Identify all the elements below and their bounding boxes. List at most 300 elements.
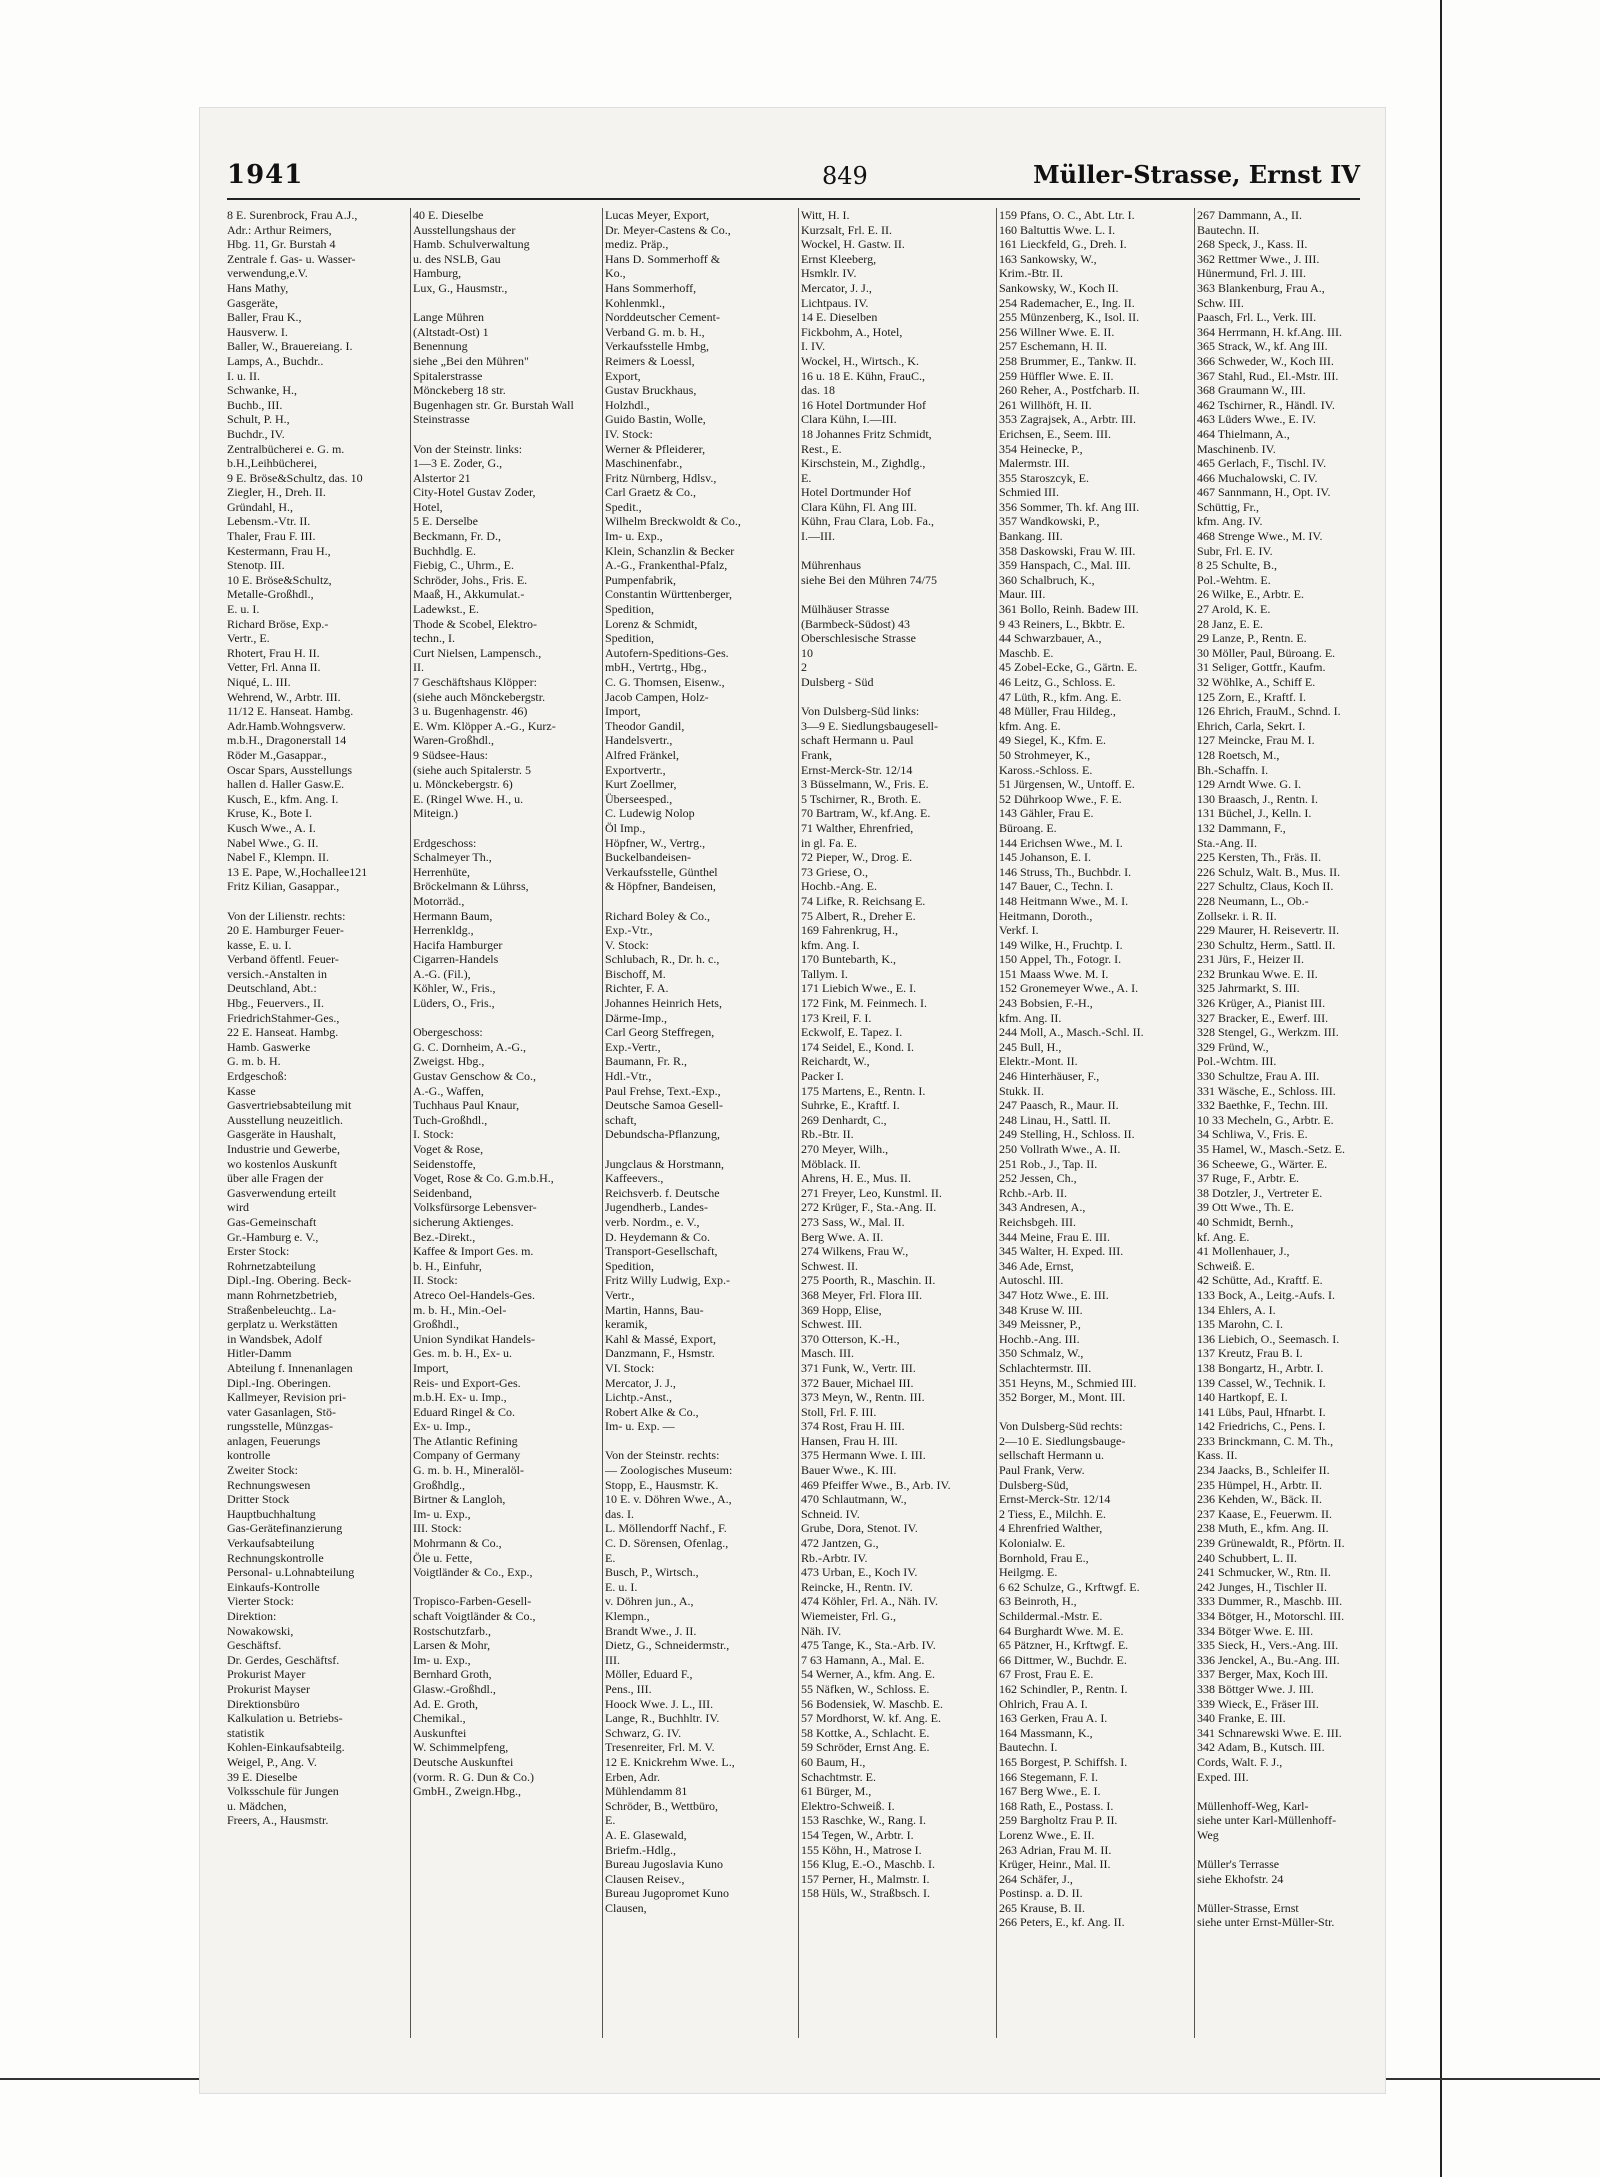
directory-line bbox=[413, 296, 599, 311]
directory-line: Schlubach, R., Dr. h. c., bbox=[605, 952, 720, 967]
directory-line: Schwarz, G. IV. bbox=[605, 1725, 682, 1740]
directory-line: Rhotert, Frau H. II. bbox=[227, 645, 320, 660]
directory-line: Lüders, O., Fris., bbox=[413, 996, 495, 1011]
directory-line: Rchb.-Arb. II. bbox=[999, 1185, 1067, 1200]
directory-line: Reis- und Export-Ges. bbox=[413, 1375, 521, 1390]
directory-line: A.-G., Frankenthal-Pfalz, bbox=[605, 558, 728, 573]
directory-line: gerplatz u. Werkstätten bbox=[227, 1317, 338, 1332]
directory-line: 247 Paasch, R., Maur. II. bbox=[999, 1098, 1119, 1113]
directory-line: 469 Pfeiffer Wwe., B., Arb. IV. bbox=[801, 1477, 951, 1492]
directory-line: Wiemeister, Frl. G., bbox=[801, 1609, 897, 1623]
directory-line: Hans D. Sommerhoff & bbox=[605, 251, 721, 266]
directory-line: Buchb., III. bbox=[227, 397, 283, 412]
directory-line: mann Rohrnetzbetrieb, bbox=[227, 1287, 337, 1302]
directory-line: Von Dulsberg-Süd rechts: bbox=[999, 1419, 1123, 1434]
directory-line: Eduard Ringel & Co. bbox=[413, 1404, 515, 1419]
directory-line: Dulsberg - Süd bbox=[801, 675, 874, 689]
directory-line: siehe Ekhofstr. 24 bbox=[1197, 1871, 1284, 1886]
directory-line: Richter, F. A. bbox=[605, 981, 669, 996]
directory-line: Grube, Dora, Stenot. IV. bbox=[801, 1521, 918, 1536]
directory-line: C. Ludewig Nolop bbox=[605, 806, 695, 821]
directory-line: 261 Willhöft, H. II. bbox=[999, 397, 1092, 412]
directory-line: E. u. I. bbox=[605, 1579, 638, 1594]
directory-line: Ex- u. Imp., bbox=[413, 1419, 471, 1434]
directory-line: 125 Zorn, E., Kraftf. I. bbox=[1197, 689, 1306, 704]
directory-line: 273 Sass, W., Mal. II. bbox=[801, 1214, 905, 1229]
directory-line: Seidenstoffe, bbox=[413, 1156, 476, 1171]
directory-line: 468 Strenge Wwe., M. IV. bbox=[1197, 529, 1323, 544]
directory-line: 364 Herrmann, H. kf.Ang. III. bbox=[1197, 324, 1342, 339]
directory-line: Klempn., bbox=[605, 1609, 650, 1623]
directory-line: Exp.-Vertr., bbox=[605, 1039, 661, 1054]
directory-line: 348 Kruse W. III. bbox=[999, 1302, 1083, 1317]
directory-line: Wockel, H., Wirtsch., K. bbox=[801, 353, 919, 368]
directory-line: 275 Poorth, R., Maschin. II. bbox=[801, 1273, 936, 1288]
directory-line: Mercator, J. J., bbox=[801, 280, 872, 295]
directory-line: 163 Sankowsky, W., bbox=[999, 251, 1097, 266]
directory-line bbox=[605, 894, 795, 909]
directory-line: statistik bbox=[227, 1725, 265, 1740]
directory-line: II. bbox=[413, 660, 424, 675]
directory-line: versich.-Anstalten in bbox=[227, 966, 327, 981]
directory-line: Thode & Scobel, Elektro- bbox=[413, 616, 537, 631]
directory-line: 235 Hümpel, H., Arbtr. II. bbox=[1197, 1477, 1322, 1492]
directory-line: Pol.-Wehtm. E. bbox=[1197, 572, 1271, 587]
directory-line: Ernst-Merck-Str. 12/14 bbox=[801, 762, 913, 777]
directory-line: Lebensm.-Vtr. II. bbox=[227, 514, 311, 529]
directory-line: 163 Gerken, Frau A. I. bbox=[999, 1711, 1108, 1726]
directory-line: 66 Dittmer, W., Buchdr. E. bbox=[999, 1652, 1127, 1667]
directory-line: W. Schimmelpfeng, bbox=[413, 1740, 509, 1755]
directory-line: 135 Marohn, C. I. bbox=[1197, 1317, 1283, 1332]
directory-line: 155 Köhn, H., Matrose I. bbox=[801, 1842, 922, 1857]
directory-line: Herrenhüte, bbox=[413, 864, 470, 879]
directory-line: Miteign.) bbox=[413, 806, 458, 821]
directory-line: kfm. Ang. E. bbox=[999, 718, 1061, 733]
directory-line: 228 Neumann, L., Ob.- bbox=[1197, 893, 1309, 908]
directory-line: Verkaufsstelle Hmbg, bbox=[605, 339, 709, 354]
directory-line: Rb.-Btr. II. bbox=[801, 1127, 854, 1142]
directory-line: 58 Kottke, A., Schlacht. E. bbox=[801, 1725, 930, 1740]
directory-line: 356 Sommer, Th. kf. Ang III. bbox=[999, 499, 1140, 514]
directory-line: Krim.-Btr. II. bbox=[999, 266, 1063, 281]
directory-line: Lux, G., Hausmstr., bbox=[413, 280, 508, 295]
directory-line: Hitler-Damm bbox=[227, 1346, 292, 1361]
directory-line: (vorm. R. G. Dun & Co.) bbox=[413, 1769, 534, 1784]
directory-line: Import, bbox=[605, 704, 641, 719]
directory-line: 268 Speck, J., Kass. II. bbox=[1197, 237, 1308, 252]
directory-line: E. bbox=[605, 1550, 616, 1565]
directory-line: Maur. III. bbox=[999, 587, 1046, 602]
directory-line: Maaß, H., Akkumulat.- bbox=[413, 587, 525, 602]
directory-line: E. bbox=[605, 1813, 616, 1828]
directory-line: 3—9 E. Siedlungsbaugesell- bbox=[801, 718, 938, 733]
directory-line: Erster Stock: bbox=[227, 1244, 290, 1259]
directory-line: & Höpfner, Bandeisen, bbox=[605, 879, 716, 894]
directory-line: Werner & Pfleiderer, bbox=[605, 441, 706, 456]
directory-line: Gustav Genschow & Co., bbox=[413, 1069, 536, 1084]
directory-line: Stukk. II. bbox=[999, 1083, 1044, 1098]
directory-line: Spedition, bbox=[605, 631, 655, 646]
directory-line: Direktion: bbox=[227, 1609, 277, 1623]
directory-line: Postinsp. a. D. II. bbox=[999, 1886, 1083, 1901]
directory-line: Lorenz & Schmidt, bbox=[605, 616, 698, 631]
directory-line: VI. Stock: bbox=[605, 1360, 655, 1375]
directory-line: G. C. Dornheim, A.-G., bbox=[413, 1039, 526, 1054]
directory-line: 57 Mordhorst, W. kf. Ang. E. bbox=[801, 1711, 942, 1726]
directory-line: Fickbohm, A., Hotel, bbox=[801, 324, 903, 339]
directory-line bbox=[1197, 1843, 1360, 1858]
directory-line: 126 Ehrich, FrauM., Schnd. I. bbox=[1197, 704, 1341, 719]
directory-line: 26 Wilke, E., Arbtr. E. bbox=[1197, 587, 1304, 602]
directory-line: Paul Frank, Verw. bbox=[999, 1463, 1085, 1478]
directory-line: 466 Muchalowski, C. IV. bbox=[1197, 470, 1318, 485]
directory-line: Zentralbücherei e. G. m. bbox=[227, 441, 345, 456]
directory-line: 134 Ehlers, A. I. bbox=[1197, 1302, 1276, 1317]
directory-line: 138 Bongartz, H., Arbtr. I. bbox=[1197, 1360, 1324, 1375]
directory-line: Weg bbox=[1197, 1827, 1219, 1842]
directory-line: 127 Meincke, Frau M. I. bbox=[1197, 733, 1315, 748]
directory-line: 34 Schliwa, V., Fris. E. bbox=[1197, 1127, 1308, 1142]
directory-line: Tropisco-Farben-Gesell- bbox=[413, 1594, 532, 1609]
directory-line: Reincke, H., Rentn. IV. bbox=[801, 1579, 913, 1594]
directory-line: Norddeutscher Cement- bbox=[605, 310, 720, 325]
directory-line: Hans Sommerhoff, bbox=[605, 280, 697, 295]
directory-line: 39 E. Dieselbe bbox=[227, 1769, 298, 1784]
directory-line: Dr. Gerdes, Geschäftsf. bbox=[227, 1652, 340, 1667]
directory-line: 166 Stegemann, F. I. bbox=[999, 1769, 1099, 1784]
directory-line: Hamb. Schulverwaltung bbox=[413, 237, 530, 252]
directory-line: Voget & Rose, bbox=[413, 1142, 484, 1156]
directory-line: sicherung Aktienges. bbox=[413, 1214, 514, 1229]
directory-line: 28 Janz, E. E. bbox=[1197, 616, 1263, 631]
directory-line: 339 Wieck, E., Fräser III. bbox=[1197, 1696, 1319, 1711]
directory-line: 54 Werner, A., kfm. Ang. E. bbox=[801, 1667, 935, 1682]
directory-line: Kasse bbox=[227, 1083, 256, 1098]
directory-line: Gasgeräte in Haushalt, bbox=[227, 1127, 336, 1142]
directory-line: Clausen Reisev., bbox=[605, 1871, 685, 1886]
directory-line: Clausen, bbox=[605, 1900, 647, 1915]
directory-line: Im- u. Exp., bbox=[413, 1506, 471, 1521]
directory-line: L. Möllendorff Nachf., F. bbox=[605, 1521, 727, 1536]
directory-line: 160 Baltuttis Wwe. L. I. bbox=[999, 222, 1116, 237]
directory-line: Company of Germany bbox=[413, 1448, 521, 1463]
directory-line: 10 E. v. Döhren Wwe., A., bbox=[605, 1492, 732, 1507]
directory-line: siehe unter Ernst-Müller-Str. bbox=[1197, 1915, 1335, 1930]
directory-line: 362 Rettmer Wwe., J. III. bbox=[1197, 251, 1320, 266]
directory-line: verb. Nordm., e. V., bbox=[605, 1214, 700, 1229]
directory-line: b. H., Einfuhr, bbox=[413, 1258, 482, 1273]
directory-line: Spedition, bbox=[605, 602, 655, 617]
directory-line: 171 Liebich Wwe., E. I. bbox=[801, 981, 917, 996]
directory-line: 332 Baethke, F., Techn. III. bbox=[1197, 1098, 1328, 1113]
column-divider bbox=[798, 208, 799, 2038]
directory-line: Ernst-Merck-Str. 12/14 bbox=[999, 1492, 1111, 1507]
directory-line: Rostschutzfarb., bbox=[413, 1623, 491, 1638]
directory-line: 11/12 E. Hanseat. Hambg. bbox=[227, 704, 354, 719]
directory-line: 130 Braasch, J., Rentn. I. bbox=[1197, 791, 1318, 806]
directory-line: (Altstadt-Ost) 1 bbox=[413, 324, 489, 339]
directory-line: 60 Baum, H., bbox=[801, 1754, 866, 1769]
directory-line: 343 Andresen, A., bbox=[999, 1200, 1086, 1215]
directory-line: Schweiß. E. bbox=[1197, 1258, 1255, 1273]
directory-line: 13 E. Pape, W.,Hochallee121 bbox=[227, 864, 368, 879]
directory-line: Maschb. E. bbox=[999, 645, 1054, 660]
directory-line: Hbg. 11, Gr. Burstah 4 bbox=[227, 237, 336, 252]
directory-line: E. (Ringel Wwe. H., u. bbox=[413, 791, 524, 806]
directory-line: 340 Franke, E. III. bbox=[1197, 1711, 1286, 1726]
directory-line: Kolonialw. E. bbox=[999, 1536, 1066, 1551]
directory-line: 161 Lieckfeld, G., Dreh. I. bbox=[999, 237, 1127, 252]
directory-line bbox=[801, 587, 993, 602]
directory-line: 371 Funk, W., Vertr. III. bbox=[801, 1360, 916, 1375]
directory-line: Bureau Jugoslavia Kuno bbox=[605, 1857, 723, 1872]
directory-line: Reichsverb. f. Deutsche bbox=[605, 1185, 720, 1200]
directory-line: G. m. b. H., Mineralöl- bbox=[413, 1463, 524, 1478]
directory-line: Kalkulation u. Betriebs- bbox=[227, 1711, 343, 1726]
directory-line: Gründahl, H., bbox=[227, 499, 293, 514]
directory-line: 473 Urban, E., Koch IV. bbox=[801, 1565, 918, 1580]
directory-line: wird bbox=[227, 1200, 249, 1215]
directory-line: The Atlantic Refining bbox=[413, 1433, 518, 1448]
directory-line: Dipl.-Ing. Obering. Beck- bbox=[227, 1273, 352, 1288]
directory-line: 144 Erichsen Wwe., M. I. bbox=[999, 835, 1123, 850]
directory-line: 470 Schlautmann, W., bbox=[801, 1492, 907, 1507]
directory-line: 131 Büchel, J., Kelln. I. bbox=[1197, 806, 1312, 821]
directory-line bbox=[1197, 1784, 1360, 1799]
directory-line: Motorräd., bbox=[413, 893, 465, 908]
directory-line: 6 62 Schulze, G., Krftwgf. E. bbox=[999, 1579, 1140, 1594]
directory-line: Volksschule für Jungen bbox=[227, 1784, 339, 1799]
directory-line: Hacifa Hamburger bbox=[413, 937, 503, 952]
directory-line: Müllenhoff-Weg, Karl- bbox=[1197, 1798, 1309, 1813]
directory-line: 154 Tegen, W., Arbtr. I. bbox=[801, 1827, 914, 1842]
directory-line: m. b. H., Min.-Oel- bbox=[413, 1302, 507, 1317]
directory-line: Maschinenb. IV. bbox=[1197, 441, 1276, 456]
directory-line: Dietz, G., Schneidermstr., bbox=[605, 1638, 730, 1653]
directory-line: 227 Schultz, Claus, Koch II. bbox=[1197, 879, 1334, 894]
directory-line: Ahrens, H. E., Mus. II. bbox=[801, 1171, 911, 1186]
directory-line: Möblack. II. bbox=[801, 1156, 861, 1171]
directory-column-5 bbox=[999, 208, 1191, 2038]
directory-line: rungsstelle, Münzgas- bbox=[227, 1419, 333, 1434]
directory-line: 164 Massmann, K., bbox=[999, 1725, 1093, 1740]
directory-line: 22 E. Hanseat. Hambg. bbox=[227, 1025, 339, 1040]
directory-line: Schmied III. bbox=[999, 485, 1059, 500]
directory-line: Baller, W., Brauereiang. I. bbox=[227, 339, 353, 354]
directory-line: 336 Jenckel, A., Bu.-Ang. III. bbox=[1197, 1652, 1340, 1667]
directory-line: Dulsberg-Süd, bbox=[999, 1477, 1069, 1492]
directory-line: verwendung,e.V. bbox=[227, 266, 308, 281]
directory-line: 61 Bürger, M., bbox=[801, 1784, 872, 1799]
directory-line: Büroang. E. bbox=[999, 820, 1057, 835]
directory-line: 73 Griese, O., bbox=[801, 864, 868, 879]
directory-line: 467 Sannmann, H., Opt. IV. bbox=[1197, 485, 1331, 500]
directory-line: Pol.-Wchtm. III. bbox=[1197, 1054, 1277, 1069]
directory-line: Mönckeberg 18 str. bbox=[413, 383, 506, 398]
directory-line: 258 Brummer, E., Tankw. II. bbox=[999, 353, 1137, 368]
directory-line: 74 Lifke, R. Reichsang E. bbox=[801, 893, 926, 908]
directory-line: Alfred Fränkel, bbox=[605, 747, 679, 762]
directory-line: Fritz Kilian, Gasappar., bbox=[227, 879, 340, 894]
directory-line: 2—10 E. Siedlungsbauge- bbox=[999, 1433, 1126, 1448]
directory-line: Cigarren-Handels bbox=[413, 952, 499, 967]
directory-line: 36 Scheewe, G., Wärter. E. bbox=[1197, 1156, 1328, 1171]
directory-line: Export, bbox=[605, 368, 641, 383]
directory-line: 157 Perner, H., Malmstr. I. bbox=[801, 1871, 930, 1886]
directory-line: 464 Thielmann, A., bbox=[1197, 426, 1290, 441]
directory-line bbox=[801, 544, 993, 559]
header-page-number: 849 bbox=[822, 162, 868, 190]
directory-line: Chemikal., bbox=[413, 1711, 466, 1726]
directory-line: 2 Tiess, E., Milchh. E. bbox=[999, 1506, 1107, 1521]
directory-line: 236 Kehden, W., Bäck. II. bbox=[1197, 1492, 1322, 1507]
directory-line: Gasgeräte, bbox=[227, 295, 278, 310]
directory-line: Direktionsbüro bbox=[227, 1696, 300, 1711]
directory-line: siehe unter Karl-Müllenhoff- bbox=[1197, 1813, 1337, 1828]
directory-line: Krüger, Heinr., Mal. II. bbox=[999, 1857, 1111, 1872]
directory-line: Hsmklr. IV. bbox=[801, 266, 857, 281]
directory-line: C. G. Thomsen, Eisenw., bbox=[605, 675, 725, 689]
directory-line: Schlachtermstr. III. bbox=[999, 1360, 1092, 1375]
directory-line: 242 Junges, H., Tischler II. bbox=[1197, 1579, 1328, 1594]
directory-line: Verkaufsabteilung bbox=[227, 1536, 315, 1551]
directory-line: Nabel F., Klempn. II. bbox=[227, 850, 330, 865]
directory-line: 266 Peters, E., kf. Ang. II. bbox=[999, 1915, 1125, 1930]
directory-line: 368 Meyer, Frl. Flora III. bbox=[801, 1287, 923, 1302]
directory-line: 162 Schindler, P., Rentn. I. bbox=[999, 1681, 1128, 1696]
directory-line: 265 Krause, B. II. bbox=[999, 1900, 1085, 1915]
directory-line: 167 Berg Wwe., E. I. bbox=[999, 1784, 1101, 1799]
header-rule bbox=[227, 198, 1360, 200]
directory-line: Stenotp. III. bbox=[227, 558, 285, 573]
directory-line: 148 Heitmann Wwe., M. I. bbox=[999, 893, 1129, 908]
directory-line: Sankowsky, W., Koch II. bbox=[999, 280, 1119, 295]
directory-line: Kirschstein, M., Zighdlg., bbox=[801, 456, 926, 471]
directory-line bbox=[413, 427, 599, 442]
directory-line: das. 18 bbox=[801, 383, 835, 398]
directory-line: 249 Stelling, H., Schloss. II. bbox=[999, 1127, 1135, 1142]
directory-line: Jugendherb., Landes- bbox=[605, 1200, 708, 1215]
directory-line: 140 Hartkopf, E. I. bbox=[1197, 1390, 1288, 1405]
directory-line: Schalmeyer Th., bbox=[413, 850, 492, 865]
directory-line: Frank, bbox=[801, 747, 832, 762]
directory-line: 31 Seliger, Gottfr., Kaufm. bbox=[1197, 660, 1326, 675]
directory-line: Röder M.,Gasappar., bbox=[227, 747, 327, 762]
directory-line: 42 Schütte, Ad., Kraftf. E. bbox=[1197, 1273, 1323, 1288]
directory-line: A.-G., Waffen, bbox=[413, 1083, 484, 1098]
directory-line: in Wandsbek, Adolf bbox=[227, 1331, 323, 1346]
directory-line: 44 Schwarzbauer, A., bbox=[999, 631, 1102, 646]
directory-line: Erdgeschoss: bbox=[413, 835, 477, 850]
directory-line: Johannes Heinrich Hets, bbox=[605, 996, 722, 1011]
directory-line: Zentrale f. Gas- u. Wasser- bbox=[227, 251, 356, 266]
directory-line: Kusch Wwe., A. I. bbox=[227, 820, 316, 835]
directory-line: Martin, Hanns, Bau- bbox=[605, 1302, 704, 1317]
directory-line: Berg Wwe. A. II. bbox=[801, 1229, 884, 1244]
directory-line: 168 Rath, E., Postass. I. bbox=[999, 1798, 1114, 1813]
directory-line: Köhler, W., Fris., bbox=[413, 981, 496, 996]
directory-line: 146 Struss, Th., Buchbdr. I. bbox=[999, 864, 1132, 879]
directory-line: mbH., Vertrtg., Hbg., bbox=[605, 660, 707, 675]
directory-line: 51 Jürgensen, W., Untoff. E. bbox=[999, 777, 1135, 792]
directory-line: Hochb.-Ang. E. bbox=[801, 879, 877, 894]
directory-line: D. Heydemann & Co. bbox=[605, 1229, 710, 1244]
directory-line: 174 Seidel, E., Kond. I. bbox=[801, 1039, 914, 1054]
directory-line: 149 Wilke, H., Fruchtp. I. bbox=[999, 937, 1123, 952]
directory-line: Malermstr. III. bbox=[999, 456, 1070, 471]
directory-line: Packer I. bbox=[801, 1069, 844, 1084]
directory-line bbox=[1197, 1886, 1360, 1901]
directory-line bbox=[227, 894, 407, 909]
directory-line: Spedit., bbox=[605, 499, 642, 514]
directory-line: Verkaufsstelle, Günthel bbox=[605, 864, 718, 879]
directory-line: 256 Willner Wwe. E. II. bbox=[999, 324, 1115, 339]
directory-line: 259 Hüffler Wwe. E. II. bbox=[999, 368, 1114, 383]
directory-line: Clara Kühn, I.—III. bbox=[801, 412, 897, 427]
directory-line: Kestermann, Frau H., bbox=[227, 543, 331, 558]
directory-line: Auskunftei bbox=[413, 1725, 467, 1740]
directory-line: 55 Näfken, W., Schloss. E. bbox=[801, 1681, 930, 1696]
directory-line: GmbH., Zweign.Hbg., bbox=[413, 1784, 521, 1799]
directory-line: Verband öffentl. Feuer- bbox=[227, 952, 339, 967]
directory-line: III. Stock: bbox=[413, 1521, 462, 1536]
directory-line: 359 Hanspach, C., Mal. III. bbox=[999, 558, 1131, 573]
directory-line: Wehrend, W., Arbtr. III. bbox=[227, 689, 341, 704]
directory-line: kfm. Ang. II. bbox=[999, 1010, 1062, 1025]
directory-line: Kohlenmkl., bbox=[605, 295, 665, 310]
directory-line: Oberschlesische Strasse bbox=[801, 631, 916, 646]
directory-line: Waren-Großhdl., bbox=[413, 733, 495, 748]
directory-line: 239 Grünewaldt, R., Pförtn. II. bbox=[1197, 1536, 1345, 1551]
directory-line: Nabel Wwe., G. II. bbox=[227, 835, 319, 850]
directory-line: Buckelbandeisen- bbox=[605, 850, 691, 865]
directory-line: 360 Schalbruch, K., bbox=[999, 572, 1095, 587]
directory-line: 46 Leitz, G., Schloss. E. bbox=[999, 675, 1116, 689]
directory-line: 238 Muth, E., kfm. Ang. II. bbox=[1197, 1521, 1329, 1536]
directory-line: kf. Ang. E. bbox=[1197, 1229, 1250, 1244]
directory-line: Exp.-Vtr., bbox=[605, 923, 653, 938]
directory-line: 232 Brunkau Wwe. E. II. bbox=[1197, 966, 1318, 981]
directory-line: 40 E. Dieselbe bbox=[413, 208, 484, 222]
directory-line: Maschinenfabr., bbox=[605, 456, 683, 471]
directory-line: 231 Jürs, F., Heizer II. bbox=[1197, 952, 1305, 967]
directory-line: Prokurist Mayer bbox=[227, 1667, 306, 1682]
directory-line: Müller's Terrasse bbox=[1197, 1857, 1280, 1872]
directory-line: E. u. I. bbox=[227, 602, 260, 617]
directory-line: 248 Linau, H., Sattl. II. bbox=[999, 1112, 1111, 1127]
directory-line: Lichtp.-Anst., bbox=[605, 1390, 672, 1405]
directory-line: 37 Ruge, F., Arbtr. E. bbox=[1197, 1171, 1300, 1186]
directory-line: Robert Alke & Co., bbox=[605, 1404, 699, 1419]
directory-line: 259 Bargholtz Frau P. II. bbox=[999, 1813, 1118, 1828]
directory-line: Schröder, B., Wettbüro, bbox=[605, 1798, 718, 1813]
directory-line: Brandt Wwe., J. II. bbox=[605, 1623, 697, 1638]
directory-line: Kurzsalt, Frl. E. II. bbox=[801, 222, 892, 237]
directory-line: 14 E. Dieselben bbox=[801, 310, 878, 325]
directory-line: kfm. Ang. IV. bbox=[1197, 514, 1263, 529]
directory-line: 132 Dammann, F., bbox=[1197, 820, 1286, 835]
directory-line: Benennung bbox=[413, 339, 468, 354]
directory-line: Obergeschoss: bbox=[413, 1025, 483, 1040]
column-divider bbox=[410, 208, 411, 2038]
directory-line: 341 Schnarewski Wwe. E. III. bbox=[1197, 1725, 1342, 1740]
directory-page bbox=[200, 108, 1385, 2093]
directory-line: Seidenband, bbox=[413, 1185, 472, 1200]
directory-line: Eckwolf, E. Tapez. I. bbox=[801, 1025, 903, 1040]
directory-line: Spitalerstrasse bbox=[413, 368, 483, 383]
page-header bbox=[227, 160, 1360, 194]
